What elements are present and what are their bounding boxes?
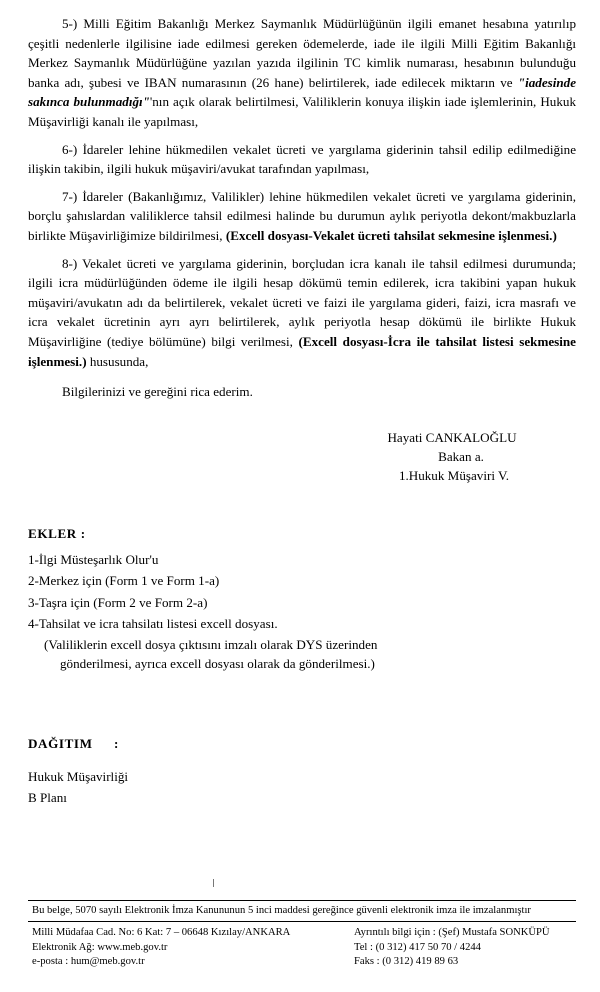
attachments-heading: EKLER : xyxy=(28,525,86,541)
footer-contact-person: Ayrıntılı bilgi için : (Şef) Mustafa SONKÜPÜ xyxy=(354,927,550,938)
signature-block xyxy=(28,428,576,486)
paragraph-7-run-0: 7-) İdareler (Bakanlığımız, Valilikler) lehine hükmedilen vekalet ücreti ve yargılama giderinin, borçlu şahıslardan valiliklerce tahsil edilmesi halinde bu durumun aylık periyotla dekont/makbuzlarla birlikte Müşavirliğimize bildirilmesi, xyxy=(28,188,576,243)
paragraph-8 xyxy=(28,254,576,372)
paragraph-8-run-0: 8-) Vekalet ücreti ve yargılama giderinin, borçludan icra kanalı ile tahsil edilmesi durumunda; ilgili icra müdürlüğünden ödeme ile ilgili hesap dökümü temin edilerek, icra takibini yapan hukuk müşaviri/avukatın adı da belirtilerek, vekalet ücreti ve faizi ile yargılama gideri, faizi, icra masrafı ve icra vekalet ücretinin ayrı ayrı belirtilerek, aylık periyotla hesap dökümü ile birlikte Hukuk Müşavirliğine (tediye bölümüne) bilgi verilmesi, xyxy=(28,255,576,349)
attachment-item-2: 2-Merkez için (Form 1 ve Form 1-a) xyxy=(28,573,220,589)
attachment-item-1: 1-İlgi Müsteşarlık Olur'u xyxy=(28,551,159,567)
closing-line: Bilgilerinizi ve gereğini rica ederim. xyxy=(62,384,253,400)
footer-phone: Tel : (0 312) 417 50 70 / 4244 xyxy=(354,941,481,953)
footer-web-line: Elektronik Ağ: www.meb.gov.tr xyxy=(32,941,168,953)
distribution-heading-label: DAĞITIM xyxy=(28,735,93,751)
document-footer xyxy=(28,900,576,970)
attachment-item-4: 4-Tahsilat ve icra tahsilatı listesi excell dosyası. xyxy=(28,616,278,632)
distribution-item-2: B Planı xyxy=(28,789,67,805)
e-signature-note: Bu belge, 5070 sayılı Elektronik İmza Kanununun 5 inci maddesi gereğince güvenli elektronik imza ile imzalanmıştır xyxy=(32,905,531,916)
paragraph-8-run-2: hususunda, xyxy=(86,353,149,369)
distribution-item-1: Hukuk Müşavirliği xyxy=(28,768,129,784)
paragraph-7 xyxy=(28,187,576,246)
attachment-note-line-2: gönderilmesi, ayrıca excell dosyası olarak da gönderilmesi.) xyxy=(60,656,375,672)
paragraph-5-run-0: 5-) Milli Eğitim Bakanlığı Merkez Saymanlık Müdürlüğünün ilgili emanet hesabına yatırılıp çeşitli nedenlerle ilgilisine iade edilmesi gereken ödemelerde, iade ile ilgili Milli Eğitim Bakanlığı Merkez Saymanlık Müdürlüğüne yazılan yazıda ilgilinin TC kimlik numarası, hesabının bulunduğu banka adı, şubesi ve IBAN numarasının (26 hane) belirtilerek, iade edilecek miktarın ve xyxy=(28,16,576,90)
attachment-item-3: 3-Taşra için (Form 2 ve Form 2-a) xyxy=(28,594,208,610)
signatory-role-secondary: 1.Hukuk Müşaviri V. xyxy=(398,468,510,484)
footer-address-column xyxy=(28,926,354,970)
distribution-list xyxy=(28,766,576,808)
signatory-name: Hayati CANKALOĞLU xyxy=(387,429,517,445)
paragraph-5-run-2: 'nın açık olarak belirtilmesi, Valiliklerin konuya ilişkin iade işlemlerinin, Hukuk Müşavirliği kanalı ile yapılması, xyxy=(28,94,576,129)
attachment-note-line-1: (Valiliklerin excell dosya çıktısını imzalı olarak DYS üzerinden xyxy=(44,636,378,652)
paragraph-8-run-1-bold: (Excell dosyası-İcra ile tahsilat listesi sekmesine işlenmesi.) xyxy=(28,333,576,369)
paragraph-5-run-1-emphasis: "iadesinde sakınca bulunmadığı" xyxy=(28,74,576,110)
footer-email-line: e-posta : hum@meb.gov.tr xyxy=(32,956,145,968)
paragraph-7-run-1-bold: (Excell dosyası-Vekalet ücreti tahsilat sekmesine işlenmesi.) xyxy=(225,227,557,243)
signatory-role-primary: Bakan a. xyxy=(438,448,484,464)
footer-contact-column xyxy=(354,926,576,970)
paragraph-6-run-0: 6-) İdareler lehine hükmedilen vekalet ücreti ve yargılama giderinin tahsil edilip edilmediğine ilişkin takibin, ilgili hukuk müşaviri/avukat tarafından yapılması, xyxy=(28,141,576,177)
document-body xyxy=(28,14,576,808)
page-fold-mark xyxy=(213,879,214,887)
attachments-list xyxy=(28,549,576,674)
distribution-heading xyxy=(28,736,576,752)
footer-address-line: Milli Müdafaa Cad. No: 6 Kat: 7 – 06648 Kızılay/ANKARA xyxy=(32,927,291,938)
footer-fax: Faks : (0 312) 419 89 63 xyxy=(354,956,459,968)
footer-columns xyxy=(28,922,576,970)
paragraph-6 xyxy=(28,140,576,179)
paragraph-5 xyxy=(28,14,576,132)
distribution-heading-colon: : xyxy=(114,735,119,751)
